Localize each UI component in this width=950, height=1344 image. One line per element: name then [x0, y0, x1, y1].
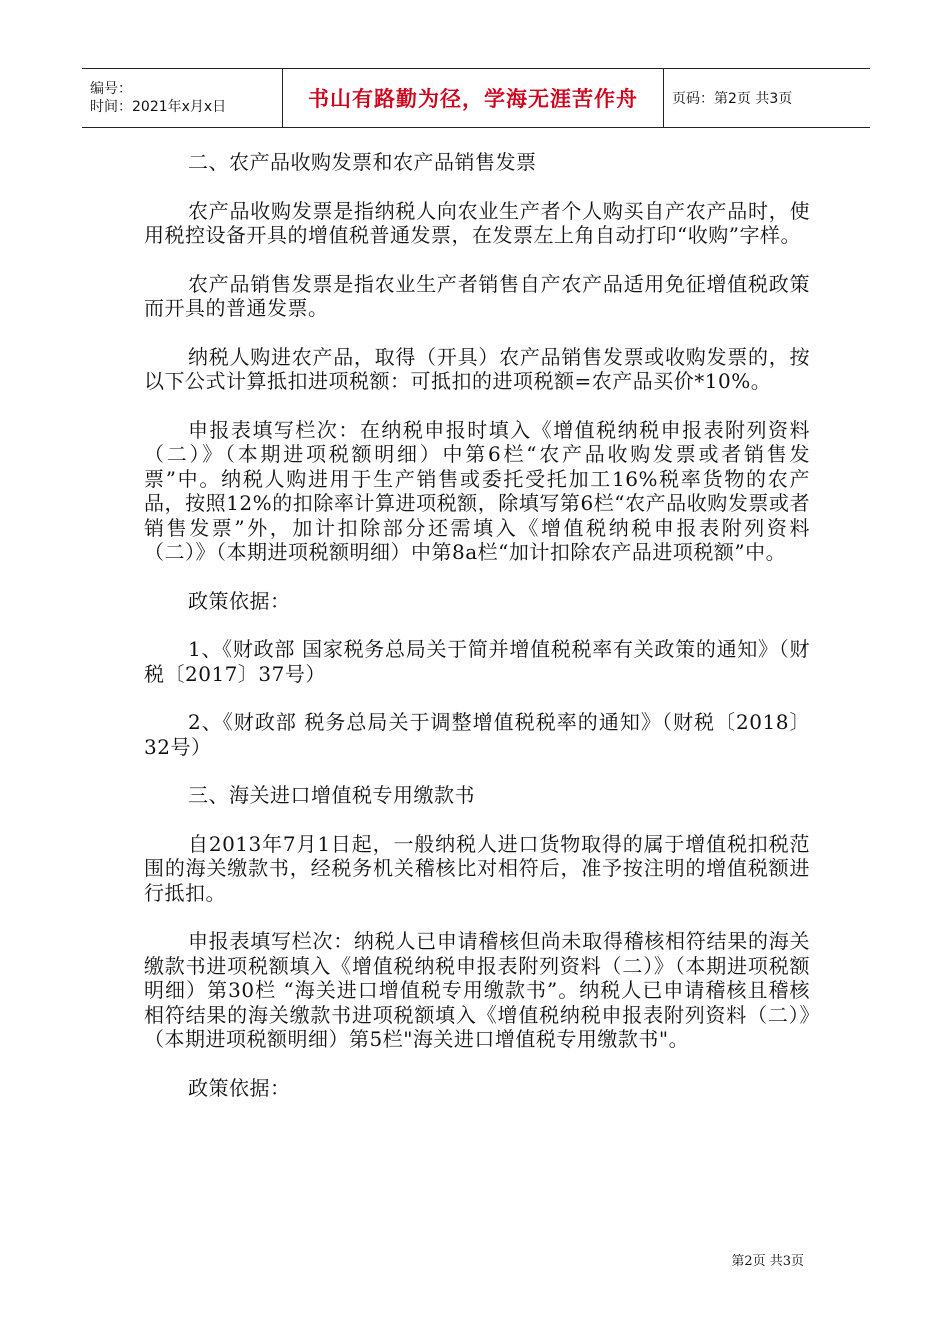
- header-meta: [82, 69, 282, 127]
- section-heading: 三、海关进口增值税专用缴款书: [188, 783, 475, 807]
- header-page-cell: [664, 69, 870, 127]
- paragraph: 自2013年7月1日起，一般纳税人进口货物取得的属于增值税扣税范围的海关缴款书，经税务机关稽核比对相符后，准予按注明的增值税额进行抵扣。: [144, 831, 810, 905]
- document-body: [144, 150, 810, 1124]
- date-label: 时间：2021年x月x日: [90, 99, 227, 115]
- page-footer: [731, 1250, 804, 1269]
- paragraph: 农产品销售发票是指农业生产者销售自产农产品适用免征增值税政策而开具的普通发票。: [144, 271, 810, 320]
- page-header: [82, 68, 870, 128]
- section-heading: 二、农产品收购发票和农产品销售发票: [188, 150, 537, 174]
- serial-number-label: 编号：: [90, 81, 132, 97]
- policy-reference: 1、《财政部 国家税务总局关于简并增值税税率有关政策的通知》（财税〔2017〕37号）: [144, 637, 810, 686]
- paragraph: 纳税人购进农产品，取得（开具）农产品销售发票或收购发票的，按以下公式计算抵扣进项税额：可抵扣的进项税额=农产品买价*10%。: [144, 344, 810, 393]
- paragraph: 农产品收购发票是指纳税人向农业生产者个人购买自产农产品时，使用税控设备开具的增值税普通发票，在发票左上角自动打印“收购”字样。: [144, 198, 810, 247]
- paragraph: 申报表填写栏次：纳税人已申请稽核但尚未取得稽核相符结果的海关缴款书进项税额填入《增值税纳税申报表附列资料（二）》（本期进项税额明细）第30栏 “海关进口增值税专用缴款书”。纳税人已申请稽核且稽核相符结果的海关缴款书进项税额填入《增值税纳税申报表附列资料（二）》（本期进项税额明细）第5栏"海关进口增值税专用缴款书"。: [144, 929, 810, 1051]
- policy-basis-label: 政策依据：: [188, 588, 291, 613]
- header-motto-cell: [282, 69, 664, 127]
- header-page-number: 页码：第2页 共3页: [672, 91, 793, 107]
- motto-text: 书山有路勤为径，学海无涯苦作舟: [308, 87, 638, 111]
- policy-reference: 2、《财政部 税务总局关于调整增值税税率的通知》（财税〔2018〕32号）: [144, 710, 810, 759]
- policy-basis-label: 政策依据：: [188, 1075, 291, 1100]
- footer-page-number: 第2页 共3页: [731, 1254, 804, 1269]
- paragraph: 申报表填写栏次：在纳税申报时填入《增值税纳税申报表附列资料（二）》（本期进项税额明细）中第6栏“农产品收购发票或者销售发票”中。纳税人购进用于生产销售或委托受托加工16%税率货物的农产品，按照12%的扣除率计算进项税额，除填写第6栏“农产品收购发票或者销售发票”外，加计扣除部分还需填入《增值税纳税申报表附列资料（二）》（本期进项税额明细）中第8a栏“加计扣除农产品进项税额”中。: [144, 417, 810, 564]
